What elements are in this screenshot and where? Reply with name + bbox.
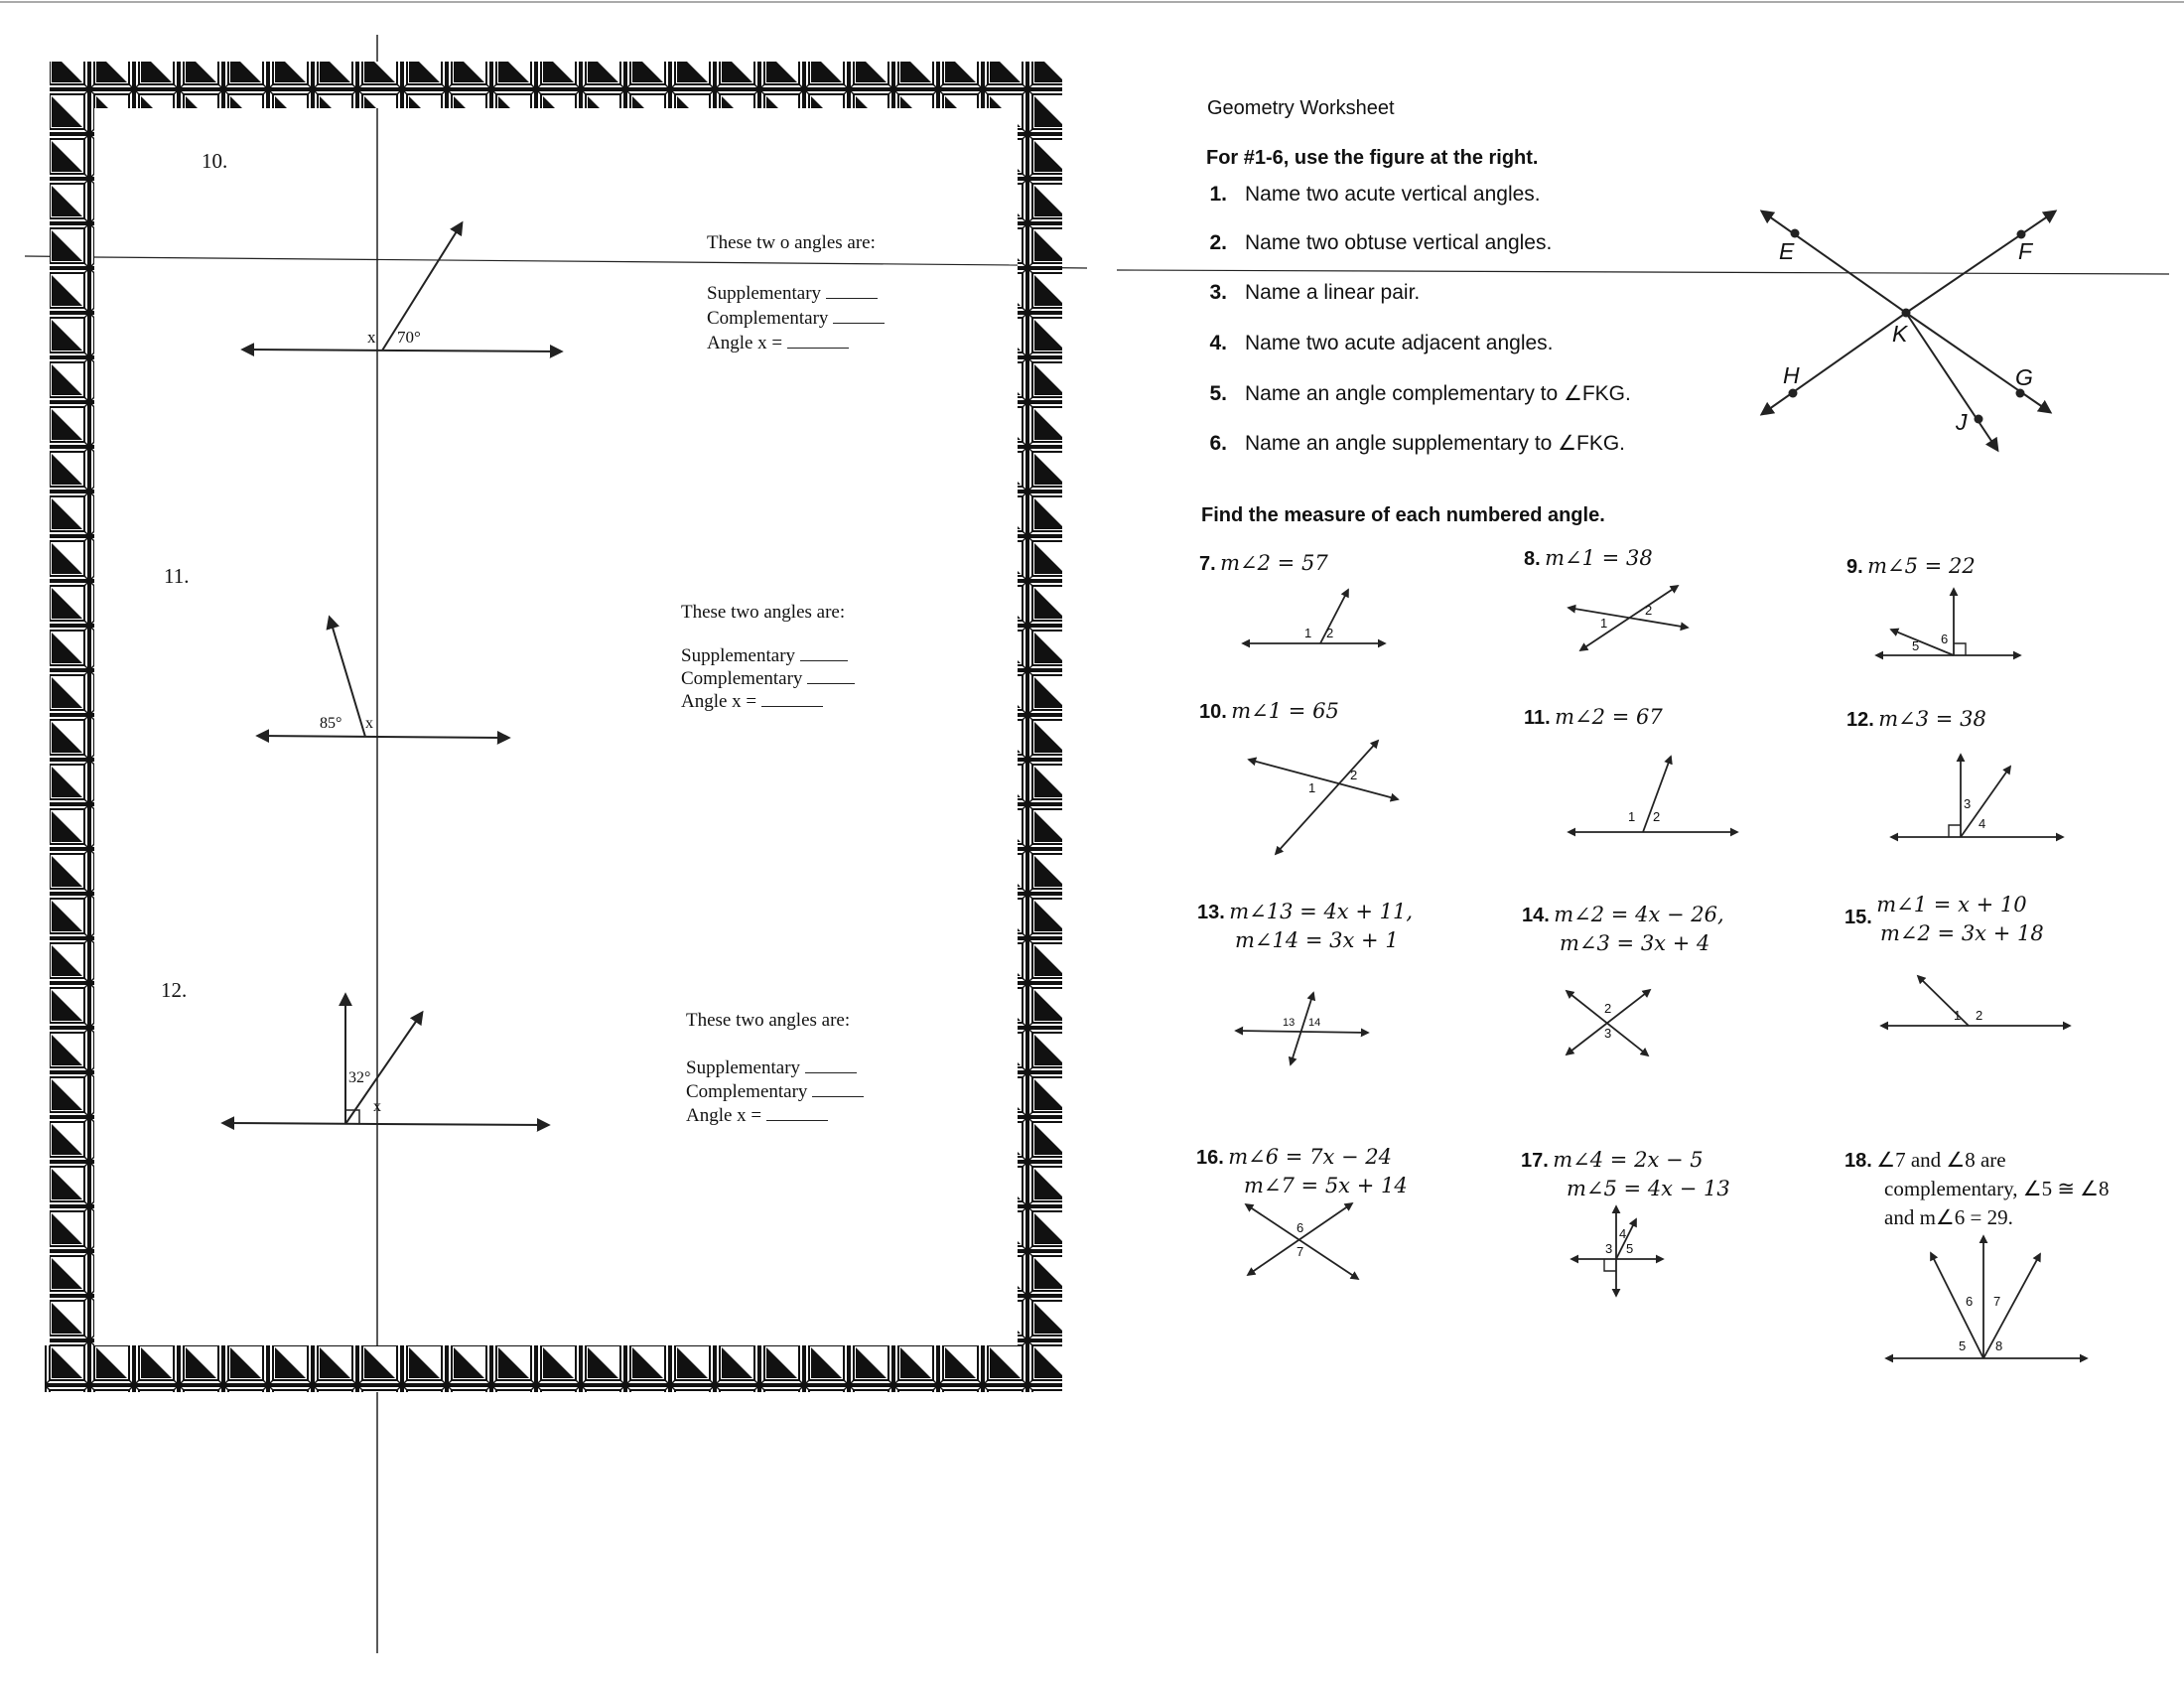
item-11: 11. m∠2 = 67 [1524,705,1663,729]
point-label-f: F [2018,238,2033,264]
item-8: 8. m∠1 = 38 [1524,546,1653,570]
item-9: 9. m∠5 = 22 [1846,554,1976,578]
section-1-heading: For #1-6, use the figure at the right. [1206,147,1539,169]
f18-l5: 5 [1959,1338,1967,1353]
section-2-heading: Find the measure of each numbered angle. [1201,504,1605,526]
f18-l7: 7 [1993,1294,2001,1309]
item-12: 12. m∠3 = 38 [1846,707,1986,731]
question-6: 6. Name an angle supplementary to ∠FKG. [1209,432,1626,455]
worksheet-title: Geometry Worksheet [1207,97,1395,119]
fig-13 [1236,993,1368,1064]
item-7: 7. m∠2 = 57 [1199,551,1328,575]
fig-14 [1567,990,1650,1055]
item-14: 14. m∠2 = 4x − 26, m∠3 = 3x + 4 [1522,903,1724,955]
f10-l2: 2 [1350,768,1358,782]
left-12-given: 32° [348,1069,371,1086]
left-10-prompt: These tw o angles are: [707,232,876,253]
left-12-comp: Complementary [686,1081,864,1103]
left-11-var: x [365,715,373,732]
item-10: 10. m∠1 = 65 [1199,699,1339,723]
f15-l1: 1 [1954,1008,1962,1023]
f11-l1: 1 [1628,809,1636,824]
left-11-comp: Complementary [681,668,855,690]
f9-l6: 6 [1941,632,1949,646]
question-3: 3. Name a linear pair. [1209,281,1421,304]
f12-l4: 4 [1979,816,1986,831]
f18-l6: 6 [1966,1294,1974,1309]
item-16: 16. m∠6 = 7x − 24 m∠7 = 5x + 14 [1196,1145,1408,1197]
item-17: 17. m∠4 = 2x − 5 m∠5 = 4x − 13 [1521,1148,1730,1200]
left-11-angle: Angle x = [681,691,823,713]
fig-12 [1891,755,2063,837]
point-label-h: H [1783,362,1800,388]
f8-l2: 2 [1645,603,1653,618]
left-problem-11-number: 11. [164,564,190,588]
f14-l3: 3 [1604,1026,1612,1041]
item-18: 18. ∠7 and ∠8 are complementary, ∠5 ≅ ∠8 and m∠6 = 29. [1844,1148,2110,1229]
left-10-var: x [367,328,376,347]
question-4: 4. Name two acute adjacent angles. [1209,332,1554,354]
f8-l1: 1 [1600,616,1608,631]
f13-l13: 13 [1283,1017,1296,1029]
f12-l3: 3 [1964,796,1972,811]
left-11-given: 85° [320,715,342,732]
f10-l1: 1 [1308,780,1316,795]
f11-l2: 2 [1653,809,1661,824]
point-label-g: G [2015,364,2033,390]
f17-l5: 5 [1626,1241,1634,1256]
fig-7 [1243,590,1385,643]
question-2: 2. Name two obtuse vertical angles. [1209,231,1553,254]
f15-l2: 2 [1976,1008,1983,1023]
left-11-supp: Supplementary [681,645,848,667]
fig-9 [1876,589,2020,655]
left-11-prompt: These two angles are: [681,602,846,623]
item-13: 13. m∠13 = 4x + 11, m∠14 = 3x + 1 [1197,900,1413,952]
left-10-angle: Angle x = [707,333,849,354]
question-5: 5. Name an angle complementary to ∠FKG. [1209,382,1631,405]
f16-l6: 6 [1297,1220,1304,1235]
f17-l4: 4 [1619,1226,1627,1241]
scan-line-right [1117,270,2169,274]
left-10-comp: Complementary [707,308,885,330]
f17-l3: 3 [1605,1241,1613,1256]
fig-10 [1249,741,1398,854]
left-problem-10-number: 10. [202,149,228,173]
item-15: 15. m∠1 = x + 10 m∠2 = 3x + 18 [1844,893,2044,945]
fig-8 [1569,586,1688,650]
f13-l14: 14 [1308,1017,1321,1029]
f16-l7: 7 [1297,1244,1304,1259]
point-label-k: K [1892,321,1908,347]
f9-l5: 5 [1912,638,1920,653]
left-12-var: x [373,1098,381,1115]
main-figure-efghjk [1762,211,2055,450]
fig-18 [1886,1236,2087,1358]
point-label-j: J [1956,409,1968,435]
f7-l2: 2 [1326,626,1334,640]
left-12-angle: Angle x = [686,1105,828,1127]
fig-16 [1246,1203,1358,1279]
f7-l1: 1 [1304,626,1312,640]
point-label-e: E [1779,238,1795,264]
f18-l8: 8 [1995,1338,2003,1353]
question-1: 1. Name two acute vertical angles. [1209,183,1541,206]
left-problem-12-number: 12. [161,978,188,1002]
left-12-supp: Supplementary [686,1057,857,1079]
left-12-prompt: These two angles are: [686,1010,851,1031]
left-10-given: 70° [397,328,421,347]
fig-17 [1571,1206,1663,1296]
left-10-supp: Supplementary [707,283,878,305]
f14-l2: 2 [1604,1001,1612,1016]
